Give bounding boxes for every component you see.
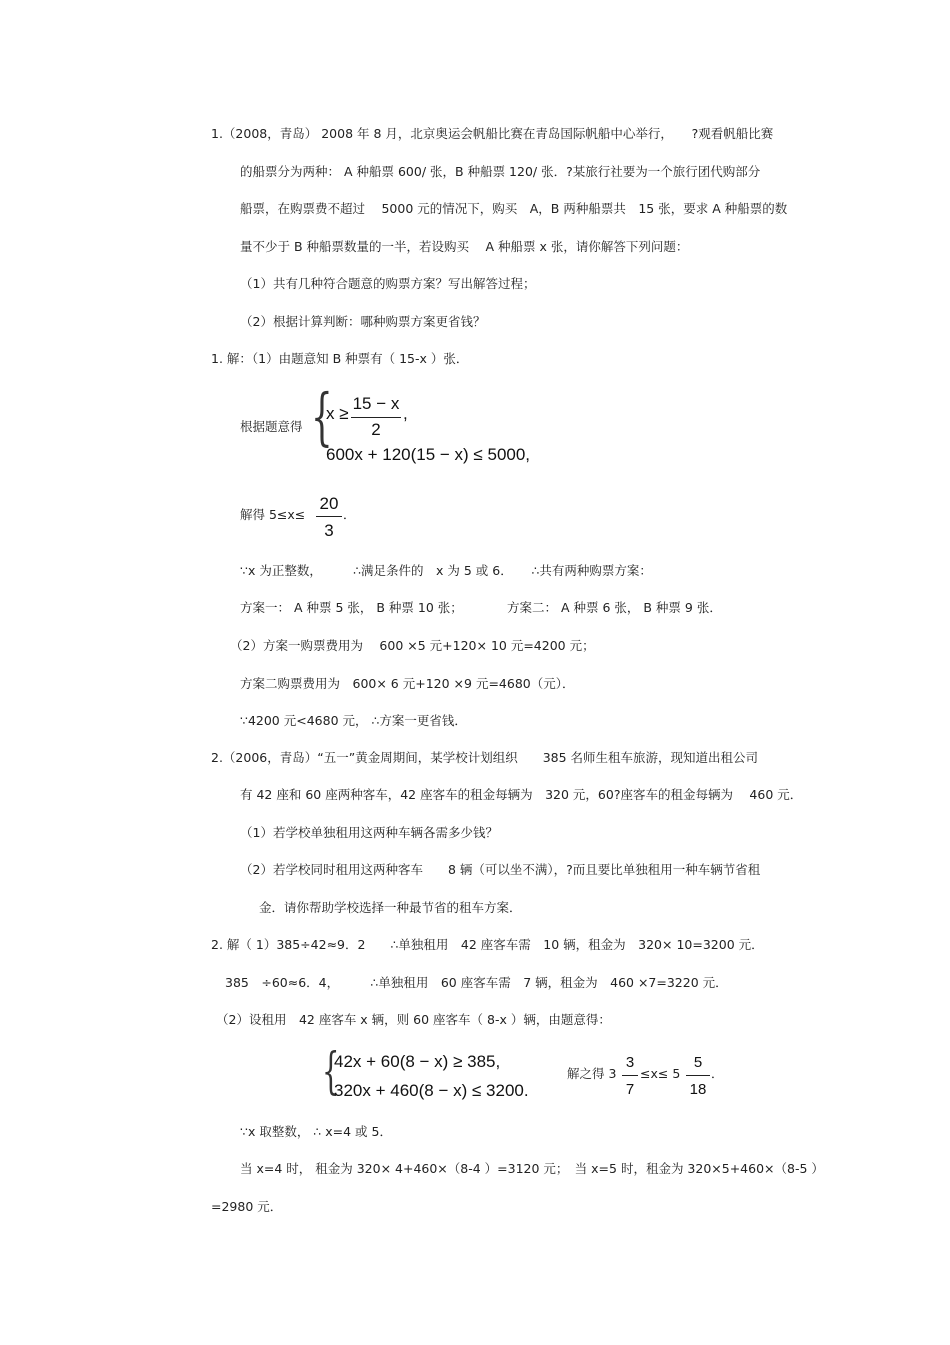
a1-plan-two: 方案二： A 种票 6 张， B 种票 9 张． <box>507 600 722 615</box>
a2-cases-end: =2980 元． <box>211 1199 283 1214</box>
fraction-bar <box>622 1075 638 1076</box>
a2-cases-line: 当 x=4 时， 租金为 320× 4+460×（8-4 ）=3120 元； 当 x=5 时，租金为 320×5+460×（8-5 ） <box>240 1161 824 1176</box>
a1-sys-numerator: 15 − x <box>352 394 400 413</box>
a1-cost-two: 方案二购票费用为 600× 6 元+120 ×9 元=4680（元）． <box>240 676 575 691</box>
a1-integer-line: ∵x 为正整数， ∴满足条件的 x 为 5 或 6． ∴共有两种购票方案： <box>240 563 652 578</box>
a1-sys-comma: , <box>403 404 408 423</box>
left-brace: { <box>322 1042 340 1100</box>
a1-solve-denominator: 3 <box>324 521 334 540</box>
q2-line-2: 有 42 座和 60 座两种客车，42 座客车的租金每辆为 320 元，60?座客车的租金每辆为 460 元． <box>240 787 803 802</box>
a1-conclusion: ∵4200 元<4680 元， ∴方案一更省钱． <box>240 713 467 728</box>
a1-solve-end: ． <box>343 507 356 522</box>
a2-integer-line: ∵x 取整数， ∴ x=4 或 5． <box>240 1124 392 1139</box>
a2-sys-line-1: 42x + 60(8 − x) ≥ 385, <box>334 1052 501 1071</box>
a2-line-3: （2）设租用 42 座客车 x 辆，则 60 座客车（ 8-x ）辆，由题意得： <box>216 1012 611 1027</box>
a1-system-label: 根据题意得 <box>240 419 303 434</box>
q1-line-3: 船票，在购票费不超过 5000 元的情况下，购买 A，B 两种船票共 15 张，要求 A 种船票的数 <box>240 201 788 216</box>
fraction-bar <box>686 1075 710 1076</box>
a2-frac1-numerator: 3 <box>625 1054 635 1071</box>
a2-sys-line-2: 320x + 460(8 − x) ≤ 3200. <box>334 1081 529 1100</box>
q2-part-2: （2）若学校同时租用这两种客车 8 辆（可以坐不满），?而且要比单独租用一种车辆节省租 <box>240 862 761 877</box>
q1-line-1: 1.（2008，青岛） 2008 年 8 月，北京奥运会帆船比赛在青岛国际帆船中心举行， ?观看帆船比赛 <box>211 126 774 141</box>
a2-solve-mid: ≤x≤ 5 <box>640 1066 681 1081</box>
a2-line-1: 2. 解（ 1）385÷42≈9．2 ∴单独租用 42 座客车需 10 辆，租金为 320× 10=3200 元． <box>211 937 764 952</box>
a1-sys-denominator: 2 <box>371 420 381 439</box>
q1-line-2: 的船票分为两种： A 种船票 600/ 张，B 种船票 120/ 张．?某旅行社要为一个旅行团代购部分 <box>240 164 761 179</box>
a2-solve-label: 解之得 3 <box>567 1066 617 1081</box>
q1-part-2: （2）根据计算判断：哪种购票方案更省钱？ <box>240 314 486 329</box>
a2-frac1-denominator: 7 <box>625 1081 635 1098</box>
a1-cost-one: （2）方案一购票费用为 600 ×5 元+120× 10 元=4200 元； <box>230 638 595 653</box>
a2-frac2-numerator: 5 <box>693 1054 703 1071</box>
a1-sys-line-2: 600x + 120(15 − x) ≤ 5000, <box>326 445 531 464</box>
left-brace: { <box>311 380 333 453</box>
q2-line-1: 2.（2006，青岛）“五一”黄金周期间，某学校计划组织 385 名师生租车旅游，现知道出租公司 <box>211 750 759 765</box>
fraction-bar <box>351 417 401 418</box>
q2-part-2-cont: 金．请你帮助学校选择一种最节省的租车方案． <box>259 900 522 915</box>
a1-solve-numerator: 20 <box>319 494 339 513</box>
q2-part-1: （1）若学校单独租用这两种车辆各需多少钱？ <box>240 825 498 840</box>
a1-sys-x: x ≥ <box>326 404 349 423</box>
a1-plan-one: 方案一： A 种票 5 张， B 种票 10 张； <box>240 600 463 615</box>
a2-frac2-denominator: 18 <box>689 1081 707 1098</box>
q1-part-1: （1）共有几种符合题意的购票方案？写出解答过程； <box>240 276 536 291</box>
q1-line-4: 量不少于 B 种船票数量的一半，若设购买 A 种船票 x 张，请你解答下列问题： <box>240 239 689 254</box>
a1-solve-label: 解得 5≤x≤ <box>240 507 306 522</box>
fraction-bar <box>316 516 342 517</box>
a2-solve-end: ． <box>711 1066 724 1081</box>
a1-line-1: 1. 解：（1）由题意知 B 种票有（ 15-x ）张． <box>211 351 469 366</box>
a2-line-2: 385 ÷60≈6．4， ∴单独租用 60 座客车需 7 辆，租金为 460 ×7=3220 元． <box>225 975 728 990</box>
